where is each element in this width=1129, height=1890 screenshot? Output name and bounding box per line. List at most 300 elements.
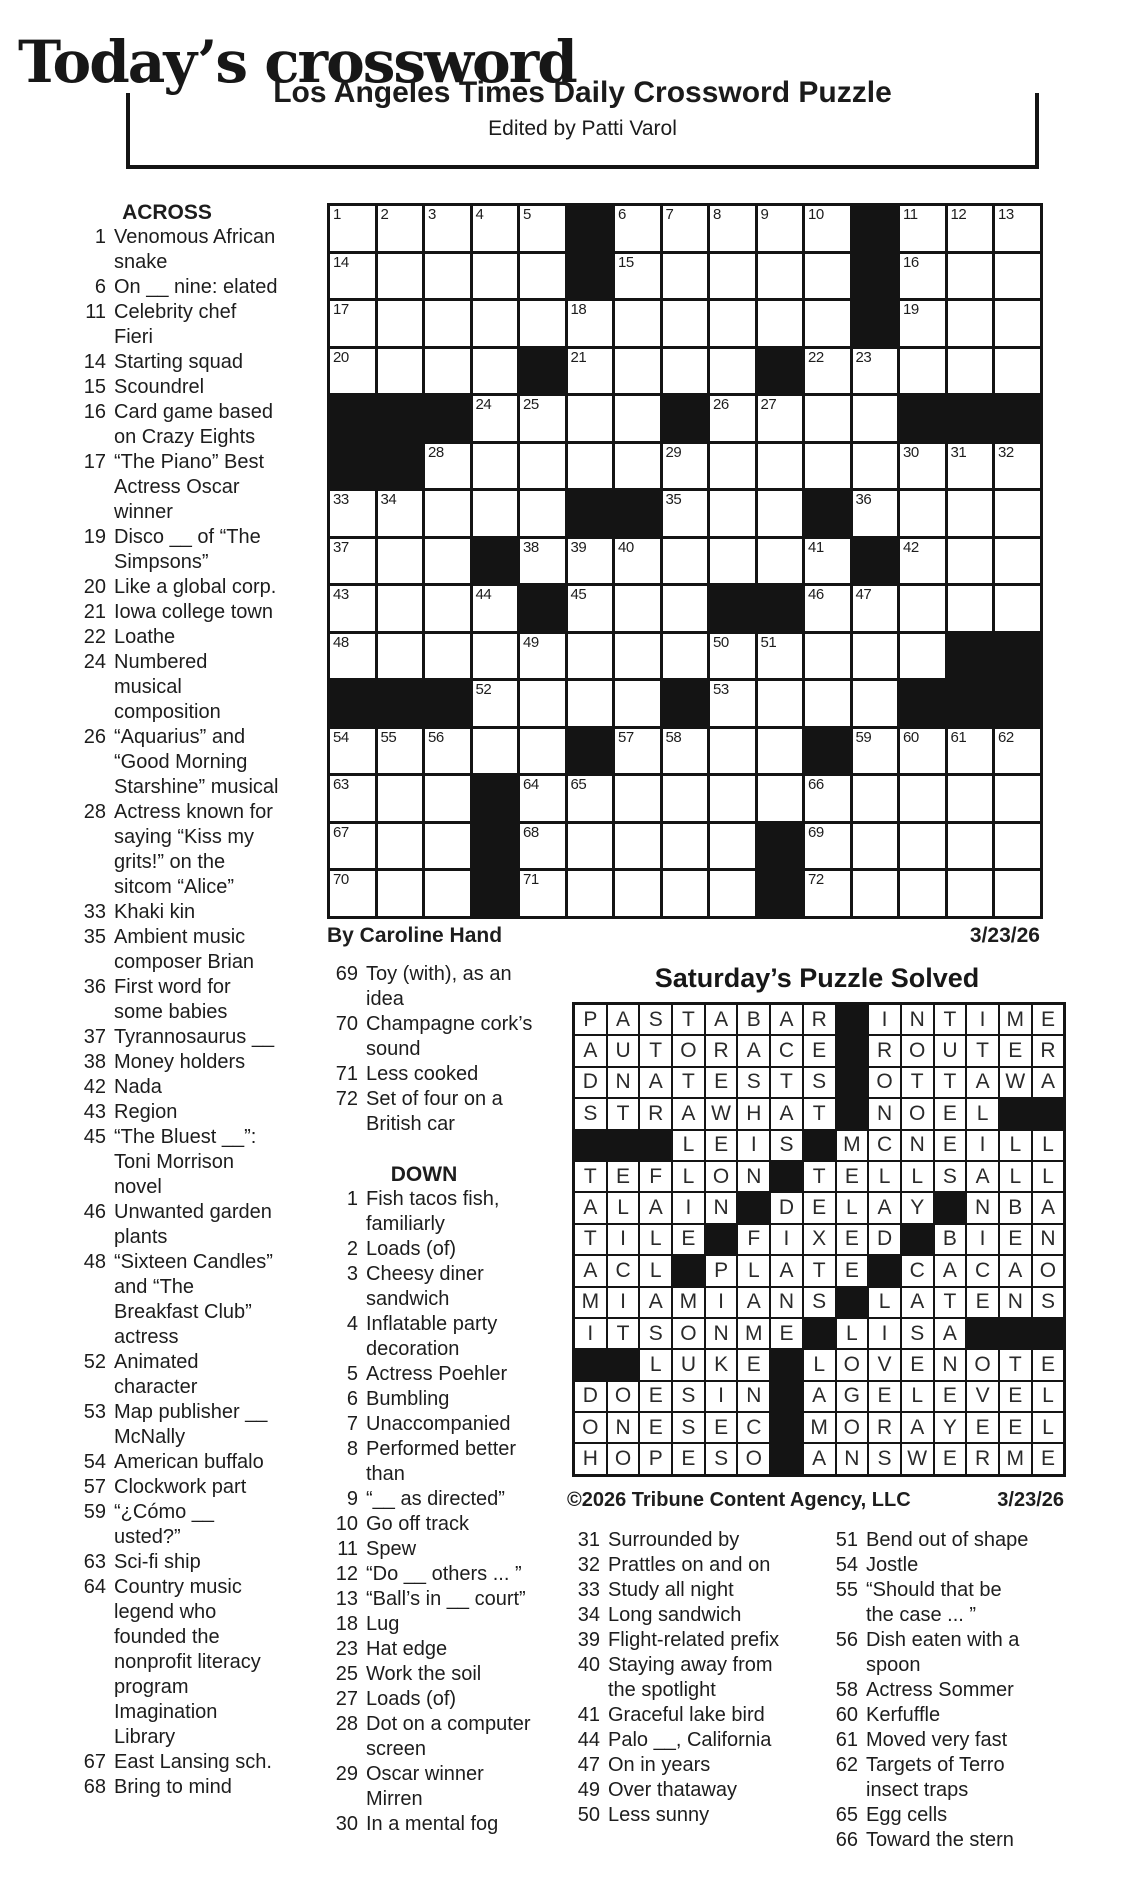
cell-letter: R: [713, 1039, 729, 1063]
clue-item: [54, 1450, 280, 1475]
cell-number: 36: [855, 491, 872, 508]
grid-cell[interactable]: [758, 254, 803, 299]
grid-cell[interactable]: [378, 301, 423, 346]
grid-cell[interactable]: [568, 681, 613, 726]
grid-cell[interactable]: [425, 871, 470, 916]
grid-cell[interactable]: [710, 729, 755, 774]
grid-cell[interactable]: [615, 349, 660, 394]
cell-letter: R: [648, 1101, 664, 1125]
clue-number: 57: [83, 1476, 106, 1498]
grid-cell[interactable]: [900, 444, 945, 489]
cell-letter: A: [714, 1007, 729, 1031]
clue-number: 63: [83, 1551, 106, 1573]
grid-cell[interactable]: [425, 301, 470, 346]
grid-cell[interactable]: [568, 301, 613, 346]
grid-cell[interactable]: [473, 349, 518, 394]
grid-cell[interactable]: [378, 871, 423, 916]
grid-cell[interactable]: [473, 729, 518, 774]
clue-item: [548, 1528, 788, 1553]
grid-cell[interactable]: [520, 254, 565, 299]
black-cell: [640, 1131, 671, 1160]
grid-cell[interactable]: [615, 871, 660, 916]
cell-letter: A: [746, 1290, 761, 1314]
solved-cell: [967, 1382, 998, 1411]
grid-cell[interactable]: [853, 776, 898, 821]
grid-cell[interactable]: [615, 729, 660, 774]
clue-text: Clockwork part: [114, 1476, 247, 1498]
grid-cell[interactable]: [805, 301, 850, 346]
grid-cell[interactable]: [995, 729, 1040, 774]
clue-number: 26: [83, 726, 106, 748]
black-cell: [995, 396, 1040, 441]
grid-cell[interactable]: [710, 254, 755, 299]
grid-cell[interactable]: [568, 349, 613, 394]
grid-cell[interactable]: [568, 444, 613, 489]
grid-cell[interactable]: [805, 681, 850, 726]
cell-number: 50: [713, 633, 729, 651]
grid-cell[interactable]: [900, 301, 945, 346]
grid-cell[interactable]: [710, 206, 755, 251]
grid-cell[interactable]: [520, 871, 565, 916]
grid-cell[interactable]: [520, 396, 565, 441]
grid-cell[interactable]: [853, 349, 898, 394]
grid-cell[interactable]: [520, 206, 565, 251]
grid-cell[interactable]: [330, 634, 375, 679]
solved-cell: [804, 1350, 835, 1379]
grid-cell[interactable]: [853, 634, 898, 679]
cell-letter: I: [881, 1321, 888, 1345]
black-cell: [771, 1444, 802, 1473]
grid-cell[interactable]: [710, 491, 755, 536]
solved-cell: [935, 1256, 966, 1285]
grid-cell[interactable]: [330, 539, 375, 584]
grid-cell[interactable]: [615, 444, 660, 489]
cell-letter: E: [1008, 1227, 1023, 1251]
grid-cell[interactable]: [995, 586, 1040, 631]
grid-cell[interactable]: [425, 254, 470, 299]
grid-cell[interactable]: [425, 349, 470, 394]
clue-item: [306, 1262, 542, 1312]
grid-cell[interactable]: [900, 539, 945, 584]
grid-cell[interactable]: [948, 254, 993, 299]
grid-cell[interactable]: [710, 349, 755, 394]
grid-cell[interactable]: [710, 824, 755, 869]
cell-number: 9: [760, 206, 769, 223]
grid-cell[interactable]: [330, 301, 375, 346]
solved-cell: [935, 1444, 966, 1473]
grid-cell[interactable]: [473, 681, 518, 726]
grid-cell[interactable]: [805, 871, 850, 916]
grid-cell[interactable]: [473, 396, 518, 441]
cell-letter: T: [616, 1101, 630, 1125]
across-clue-list: [54, 225, 280, 1800]
grid-cell[interactable]: [378, 539, 423, 584]
clue-text: Champagne cork’s sound: [366, 1013, 533, 1060]
solved-cell: [738, 1036, 769, 1065]
grid-cell[interactable]: [805, 396, 850, 441]
solved-cell: [575, 1005, 606, 1034]
cell-letter: M: [679, 1290, 698, 1314]
grid-cell[interactable]: [615, 681, 660, 726]
solved-cell: [575, 1288, 606, 1317]
grid-cell[interactable]: [615, 396, 660, 441]
clue-number: 4: [346, 1313, 358, 1335]
cell-letter: R: [811, 1007, 827, 1031]
grid-cell[interactable]: [330, 729, 375, 774]
grid-cell[interactable]: [520, 824, 565, 869]
clue-number: 62: [835, 1754, 858, 1776]
clue-number: 1: [94, 226, 106, 248]
grid-cell[interactable]: [615, 539, 660, 584]
grid-cell[interactable]: [948, 776, 993, 821]
grid-cell[interactable]: [663, 206, 708, 251]
grid-cell[interactable]: [663, 254, 708, 299]
clue-item: [54, 225, 280, 275]
grid-cell[interactable]: [330, 824, 375, 869]
grid-cell[interactable]: [520, 776, 565, 821]
grid-cell[interactable]: [378, 254, 423, 299]
solved-cell: [706, 1350, 737, 1379]
grid-cell[interactable]: [805, 254, 850, 299]
grid-cell[interactable]: [425, 729, 470, 774]
grid-cell[interactable]: [995, 254, 1040, 299]
grid-cell[interactable]: [473, 206, 518, 251]
grid-cell[interactable]: [378, 634, 423, 679]
solved-cell: [935, 1131, 966, 1160]
grid-cell[interactable]: [378, 824, 423, 869]
grid-cell[interactable]: [710, 396, 755, 441]
grid-cell[interactable]: [805, 444, 850, 489]
grid-cell[interactable]: [853, 586, 898, 631]
solved-cell: [706, 1319, 737, 1348]
cell-letter: S: [942, 1164, 957, 1188]
clue-number: 6: [94, 276, 106, 298]
grid-cell[interactable]: [805, 824, 850, 869]
grid-cell[interactable]: [758, 729, 803, 774]
grid-cell[interactable]: [995, 206, 1040, 251]
grid-cell[interactable]: [378, 206, 423, 251]
grid-cell[interactable]: [473, 491, 518, 536]
grid-cell[interactable]: [615, 824, 660, 869]
black-cell: [967, 1319, 998, 1348]
clue-number: 10: [335, 1513, 358, 1535]
grid-cell[interactable]: [425, 491, 470, 536]
solved-cell: [935, 1350, 966, 1379]
grid-cell[interactable]: [520, 729, 565, 774]
grid-cell[interactable]: [520, 301, 565, 346]
solved-cell: [608, 1288, 639, 1317]
grid-cell[interactable]: [948, 444, 993, 489]
clue-item: [806, 1703, 1036, 1728]
cell-number: 32: [998, 443, 1014, 461]
clue-text: Less cooked: [366, 1063, 479, 1085]
cell-letter: L: [617, 1196, 629, 1220]
grid-cell[interactable]: [663, 824, 708, 869]
clue-text: “Do __ others ... ”: [366, 1563, 522, 1585]
solved-cell: [640, 1256, 671, 1285]
masthead-box: [126, 76, 1039, 169]
grid-cell[interactable]: [710, 444, 755, 489]
cell-letter: C: [615, 1258, 631, 1282]
grid-cell[interactable]: [473, 634, 518, 679]
clue-number: 11: [337, 1538, 358, 1560]
grid-cell[interactable]: [330, 349, 375, 394]
grid-cell[interactable]: [948, 871, 993, 916]
grid-cell[interactable]: [615, 254, 660, 299]
grid-cell[interactable]: [330, 776, 375, 821]
clue-text: First word for some babies: [114, 976, 231, 1023]
clue-number: 21: [83, 601, 106, 623]
solved-cell: [967, 1444, 998, 1473]
black-cell: [837, 1288, 868, 1317]
grid-cell[interactable]: [853, 396, 898, 441]
grid-cell[interactable]: [758, 776, 803, 821]
cell-letter: P: [648, 1447, 663, 1471]
grid-cell[interactable]: [853, 824, 898, 869]
grid-cell[interactable]: [853, 729, 898, 774]
grid-cell[interactable]: [995, 871, 1040, 916]
solved-cell: [575, 1444, 606, 1473]
solved-cell: [902, 1319, 933, 1348]
clue-item: [306, 1587, 542, 1612]
cell-letter: C: [746, 1415, 762, 1439]
cell-letter: O: [680, 1039, 697, 1063]
grid-cell[interactable]: [663, 729, 708, 774]
grid-cell[interactable]: [330, 254, 375, 299]
grid-cell[interactable]: [758, 634, 803, 679]
cell-letter: A: [1040, 1196, 1055, 1220]
grid-cell[interactable]: [568, 871, 613, 916]
grid-cell[interactable]: [995, 824, 1040, 869]
cell-letter: G: [843, 1384, 861, 1408]
cell-number: 5: [523, 206, 531, 223]
clue-item: [54, 900, 280, 925]
grid-cell[interactable]: [853, 444, 898, 489]
cell-letter: A: [779, 1007, 794, 1031]
grid-cell[interactable]: [520, 539, 565, 584]
cell-letter: A: [583, 1039, 598, 1063]
grid-cell[interactable]: [663, 444, 708, 489]
grid-cell[interactable]: [425, 634, 470, 679]
cell-number: 24: [475, 396, 492, 413]
solved-cell: [575, 1319, 606, 1348]
black-cell: [837, 1099, 868, 1128]
grid-cell[interactable]: [758, 539, 803, 584]
cell-letter: A: [942, 1258, 957, 1282]
grid-cell[interactable]: [330, 871, 375, 916]
cell-letter: O: [614, 1447, 632, 1471]
grid-cell[interactable]: [900, 586, 945, 631]
grid-cell[interactable]: [710, 301, 755, 346]
grid-cell[interactable]: [663, 634, 708, 679]
cell-number: 30: [903, 443, 919, 461]
grid-cell[interactable]: [900, 634, 945, 679]
clue-text: Scoundrel: [114, 376, 205, 398]
grid-cell[interactable]: [615, 586, 660, 631]
grid-cell[interactable]: [615, 206, 660, 251]
solved-cell: [902, 1382, 933, 1411]
grid-cell[interactable]: [995, 444, 1040, 489]
grid-cell[interactable]: [758, 301, 803, 346]
clue-text: Card game based on Crazy Eights: [114, 401, 273, 448]
grid-cell[interactable]: [900, 349, 945, 394]
grid-cell[interactable]: [710, 539, 755, 584]
clue-item: [54, 525, 280, 575]
cell-number: 29: [665, 443, 682, 461]
grid-cell[interactable]: [948, 729, 993, 774]
grid-cell[interactable]: [520, 681, 565, 726]
grid-cell[interactable]: [425, 776, 470, 821]
grid-cell[interactable]: [520, 491, 565, 536]
clue-number: 45: [83, 1126, 106, 1148]
grid-cell[interactable]: [568, 824, 613, 869]
grid-cell[interactable]: [425, 539, 470, 584]
grid-cell[interactable]: [710, 871, 755, 916]
cell-letter: A: [942, 1321, 957, 1345]
crossword-grid[interactable]: [327, 203, 1043, 919]
clue-number: 39: [577, 1629, 600, 1651]
cell-letter: D: [582, 1070, 598, 1094]
grid-cell[interactable]: [805, 539, 850, 584]
grid-cell[interactable]: [615, 776, 660, 821]
grid-cell[interactable]: [995, 301, 1040, 346]
clue-number: 54: [83, 1451, 106, 1473]
solved-cell: [1033, 1225, 1064, 1254]
grid-cell[interactable]: [663, 301, 708, 346]
grid-cell[interactable]: [378, 491, 423, 536]
cell-letter: N: [876, 1101, 893, 1125]
grid-cell[interactable]: [330, 206, 375, 251]
grid-cell[interactable]: [473, 254, 518, 299]
solved-cell: [837, 1193, 868, 1222]
grid-cell[interactable]: [948, 824, 993, 869]
grid-cell[interactable]: [995, 491, 1040, 536]
grid-cell[interactable]: [900, 729, 945, 774]
grid-cell[interactable]: [900, 206, 945, 251]
cell-letter: I: [620, 1227, 626, 1251]
solved-cell: [640, 1350, 671, 1379]
clue-item: [54, 1250, 280, 1350]
byline-row: [327, 924, 1040, 948]
cell-number: 67: [333, 823, 349, 841]
grid-cell[interactable]: [663, 586, 708, 631]
grid-cell[interactable]: [758, 396, 803, 441]
grid-cell[interactable]: [948, 539, 993, 584]
cell-letter: S: [910, 1321, 925, 1345]
grid-cell[interactable]: [758, 681, 803, 726]
clue-item: [806, 1528, 1036, 1553]
grid-cell[interactable]: [425, 444, 470, 489]
grid-cell[interactable]: [330, 491, 375, 536]
grid-cell[interactable]: [425, 824, 470, 869]
cell-letter: T: [812, 1164, 826, 1188]
grid-cell[interactable]: [473, 444, 518, 489]
clue-item: [54, 1475, 280, 1500]
grid-cell[interactable]: [615, 301, 660, 346]
solved-cell: [1000, 1256, 1031, 1285]
solved-cell: [706, 1005, 737, 1034]
grid-cell[interactable]: [805, 586, 850, 631]
grid-cell[interactable]: [568, 396, 613, 441]
clue-item: [806, 1678, 1036, 1703]
cell-letter: E: [714, 1415, 729, 1439]
grid-cell[interactable]: [805, 206, 850, 251]
grid-cell[interactable]: [378, 729, 423, 774]
grid-cell[interactable]: [853, 681, 898, 726]
grid-cell[interactable]: [663, 776, 708, 821]
grid-cell[interactable]: [900, 871, 945, 916]
black-cell: [902, 1225, 933, 1254]
grid-cell[interactable]: [805, 349, 850, 394]
grid-cell[interactable]: [520, 634, 565, 679]
grid-cell[interactable]: [473, 301, 518, 346]
solved-cell: [575, 1413, 606, 1442]
grid-cell[interactable]: [520, 444, 565, 489]
grid-cell[interactable]: [330, 586, 375, 631]
grid-cell[interactable]: [758, 206, 803, 251]
grid-cell[interactable]: [663, 349, 708, 394]
grid-cell[interactable]: [758, 444, 803, 489]
grid-cell[interactable]: [425, 206, 470, 251]
grid-cell[interactable]: [948, 491, 993, 536]
grid-cell[interactable]: [710, 634, 755, 679]
grid-cell[interactable]: [473, 586, 518, 631]
grid-cell[interactable]: [758, 491, 803, 536]
clue-text: Iowa college town: [114, 601, 273, 623]
grid-cell[interactable]: [900, 491, 945, 536]
cell-number: 37: [333, 538, 349, 556]
grid-cell[interactable]: [995, 776, 1040, 821]
grid-cell[interactable]: [568, 539, 613, 584]
grid-cell[interactable]: [948, 206, 993, 251]
clue-text: Bring to mind: [114, 1776, 232, 1798]
grid-cell[interactable]: [378, 586, 423, 631]
grid-cell[interactable]: [710, 776, 755, 821]
grid-cell[interactable]: [948, 301, 993, 346]
grid-cell[interactable]: [568, 776, 613, 821]
grid-cell[interactable]: [900, 776, 945, 821]
grid-cell[interactable]: [378, 776, 423, 821]
grid-cell[interactable]: [995, 539, 1040, 584]
grid-cell[interactable]: [663, 539, 708, 584]
grid-cell[interactable]: [378, 349, 423, 394]
cell-letter: T: [943, 1290, 957, 1314]
clue-text: Loads (of): [366, 1238, 457, 1260]
grid-cell[interactable]: [995, 349, 1040, 394]
clue-text: Region: [114, 1101, 178, 1123]
grid-cell[interactable]: [853, 491, 898, 536]
grid-cell[interactable]: [900, 824, 945, 869]
grid-cell[interactable]: [663, 491, 708, 536]
grid-cell[interactable]: [568, 634, 613, 679]
grid-cell[interactable]: [568, 586, 613, 631]
cell-letter: E: [975, 1415, 990, 1439]
grid-cell[interactable]: [853, 871, 898, 916]
grid-cell[interactable]: [900, 254, 945, 299]
cell-letter: E: [1008, 1384, 1023, 1408]
cell-letter: O: [909, 1101, 926, 1125]
grid-cell[interactable]: [948, 349, 993, 394]
grid-cell[interactable]: [805, 634, 850, 679]
grid-cell[interactable]: [663, 871, 708, 916]
grid-cell[interactable]: [615, 634, 660, 679]
cell-number: 16: [903, 253, 919, 271]
grid-cell[interactable]: [425, 586, 470, 631]
grid-cell[interactable]: [948, 586, 993, 631]
clue-item: [548, 1653, 788, 1703]
grid-cell[interactable]: [805, 776, 850, 821]
grid-cell[interactable]: [710, 681, 755, 726]
